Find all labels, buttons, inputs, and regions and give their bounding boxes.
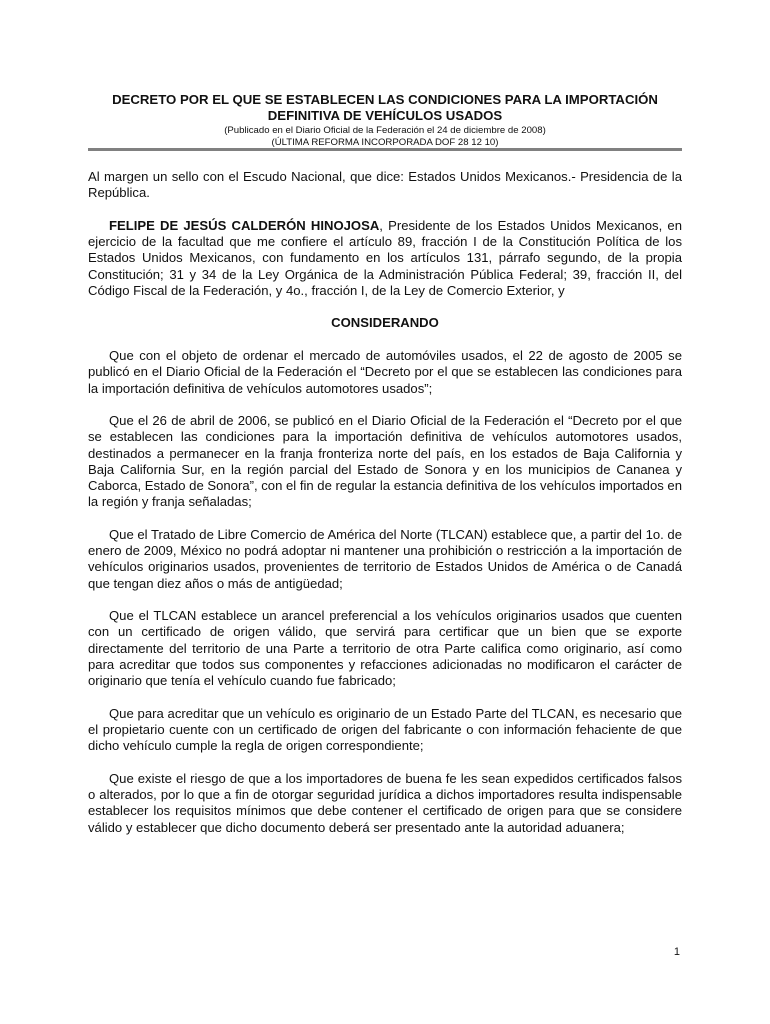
considerando-heading: CONSIDERANDO xyxy=(331,315,439,331)
intro-paragraph: Al margen un sello con el Escudo Nacional, que dice: Estados Unidos Mexicanos.- Presidencia de la República. xyxy=(88,169,682,201)
document-title-line-1: DECRETO POR EL QUE SE ESTABLECEN LAS CONDICIONES PARA LA IMPORTACIÓN xyxy=(112,92,658,107)
header-divider xyxy=(88,148,682,151)
president-paragraph xyxy=(88,218,682,299)
considerando-paragraph-4: Que el TLCAN establece un arancel preferencial a los vehículos originarios usados que cuenten con un certificado de origen válido, que servirá para certificar que un bien que se exporte directamente del territorio de una Parte a territorio de otra Parte califica como originario, así como para acreditar que todos sus componentes y refacciones adicionadas no modificaron el carácter de originario que tenía el vehículo cuando fue fabricado; xyxy=(88,608,682,689)
considerando-paragraph-2: Que el 26 de abril de 2006, se publicó en el Diario Oficial de la Federación el “Decreto por el que se establecen las condiciones para la importación definitiva de vehículos automotores usados, destinados a permanecer en la franja fronteriza norte del país, en los estados de Baja California y Baja California Sur, en la región parcial del Estado de Sonora y en los municipios de Cananea y Caborca, Estado de Sonora”, con el fin de regular la estancia definitiva de los vehículos importados en la región y franja señaladas; xyxy=(88,413,682,510)
considerando-paragraph-6: Que existe el riesgo de que a los importadores de buena fe les sean expedidos certificados falsos o alterados, por lo que a fin de otorgar seguridad jurídica a dichos importadores resulta indispensable establecer los requisitos mínimos que debe contener el certificado de origen para que se considere válido y establecer que dicho documento deberá ser presentado ante la autoridad aduanera; xyxy=(88,770,682,835)
considerando-paragraph-3: Que el Tratado de Libre Comercio de América del Norte (TLCAN) establece que, a partir del 1o. de enero de 2009, México no podrá adoptar ni mantener una prohibición o restricción a la importación de vehículos originarios usados, provenientes de territorio de Estados Unidos de América o de Canadá que tengan diez años o más de antigüedad; xyxy=(88,526,682,591)
publication-note: (Publicado en el Diario Oficial de la Federación el 24 de diciembre de 2008) xyxy=(224,125,546,136)
considerando-paragraph-5: Que para acreditar que un vehículo es originario de un Estado Parte del TLCAN, es necesario que el propietario cuente con un certificado de origen del fabricante o con información fehaciente de que dicho vehículo cumple la regla de origen correspondiente; xyxy=(88,705,682,754)
president-name: FELIPE DE JESÚS CALDERÓN HINOJOSA xyxy=(109,217,380,233)
document-title-line-2: DEFINITIVA DE VEHÍCULOS USADOS xyxy=(267,108,503,123)
page-number: 1 xyxy=(673,946,680,958)
president-text: , Presidente de los Estados Unidos Mexicanos, en ejercicio de la facultad que me confiere el artículo 89, fracción I de la Constitución Política de los Estados Unidos Mexicanos, con fundamento en los artículos 131, párrafo segundo, de la propia Constitución; 31 y 34 de la Ley Orgánica de la Administración Pública Federal; 39, fracción II, del Código Fiscal de la Federación, y 4o., fracción I, de la Ley de Comercio Exterior, y xyxy=(88,217,682,298)
considerando-paragraph-1: Que con el objeto de ordenar el mercado de automóviles usados, el 22 de agosto de 2005 se publicó en el Diario Oficial de la Federación el “Decreto por el que se establecen las condiciones para la importación definitiva de vehículos automotores usados”; xyxy=(88,348,682,396)
document-body xyxy=(88,169,682,852)
document-header xyxy=(88,92,682,149)
reform-note: (ÚLTIMA REFORMA INCORPORADA DOF 28 12 10) xyxy=(271,137,499,148)
